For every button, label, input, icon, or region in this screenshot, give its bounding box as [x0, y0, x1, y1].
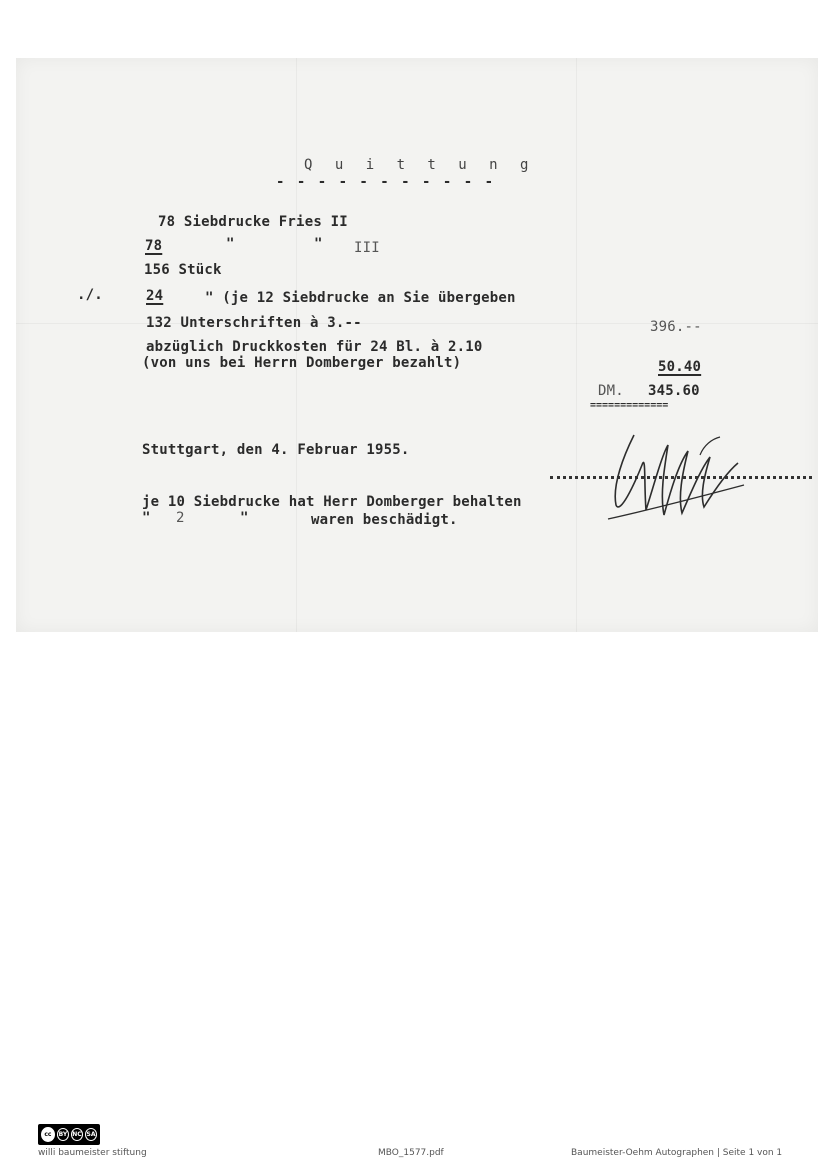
- cc-license-icon[interactable]: cc BY NC SA: [38, 1124, 100, 1145]
- note-line-2-ditto: ": [142, 510, 151, 526]
- total-double-rule: =============: [590, 400, 669, 411]
- line-2-qty: 78: [145, 238, 163, 254]
- line-2-suffix: III: [354, 240, 380, 256]
- note-line-1: je 10 Siebdrucke hat Herr Domberger behalten: [142, 494, 522, 510]
- footer-collection-page: Baumeister-Oehm Autographen | Seite 1 von 1: [571, 1148, 783, 1158]
- line-1: 78 Siebdrucke Fries II: [158, 214, 348, 230]
- signature: [604, 415, 754, 530]
- line-2-ditto: ": [314, 236, 323, 252]
- line-4-text: " (je 12 Siebdrucke an Sie übergeben: [205, 290, 516, 306]
- footer-organization: willi baumeister stiftung: [38, 1148, 147, 1158]
- line-4-qty: 24: [146, 288, 164, 304]
- line-3: 156 Stück: [144, 262, 222, 278]
- place-date: Stuttgart, den 4. Februar 1955.: [142, 442, 410, 458]
- note-line-2-ditto: ": [240, 510, 249, 526]
- line-6: abzüglich Druckkosten für 24 Bl. à 2.10: [146, 339, 483, 355]
- document-title: Q u i t t u n g: [304, 157, 536, 173]
- line-5: 132 Unterschriften à 3.--: [146, 315, 362, 331]
- title-underline: - - - - - - - - - - -: [276, 174, 496, 190]
- note-line-2-text: waren beschädigt.: [311, 512, 458, 528]
- amount-total: 345.60: [648, 383, 700, 399]
- deduction-mark: ./.: [77, 287, 103, 303]
- amount-deduction: 50.40: [658, 359, 702, 375]
- line-2-ditto: ": [226, 236, 235, 252]
- note-line-2-qty: 2: [176, 510, 185, 526]
- total-label: DM.: [598, 383, 624, 399]
- amount-gross: 396.--: [650, 319, 702, 335]
- footer-filename: MBO_1577.pdf: [378, 1148, 444, 1158]
- line-7: (von uns bei Herrn Domberger bezahlt): [142, 355, 462, 371]
